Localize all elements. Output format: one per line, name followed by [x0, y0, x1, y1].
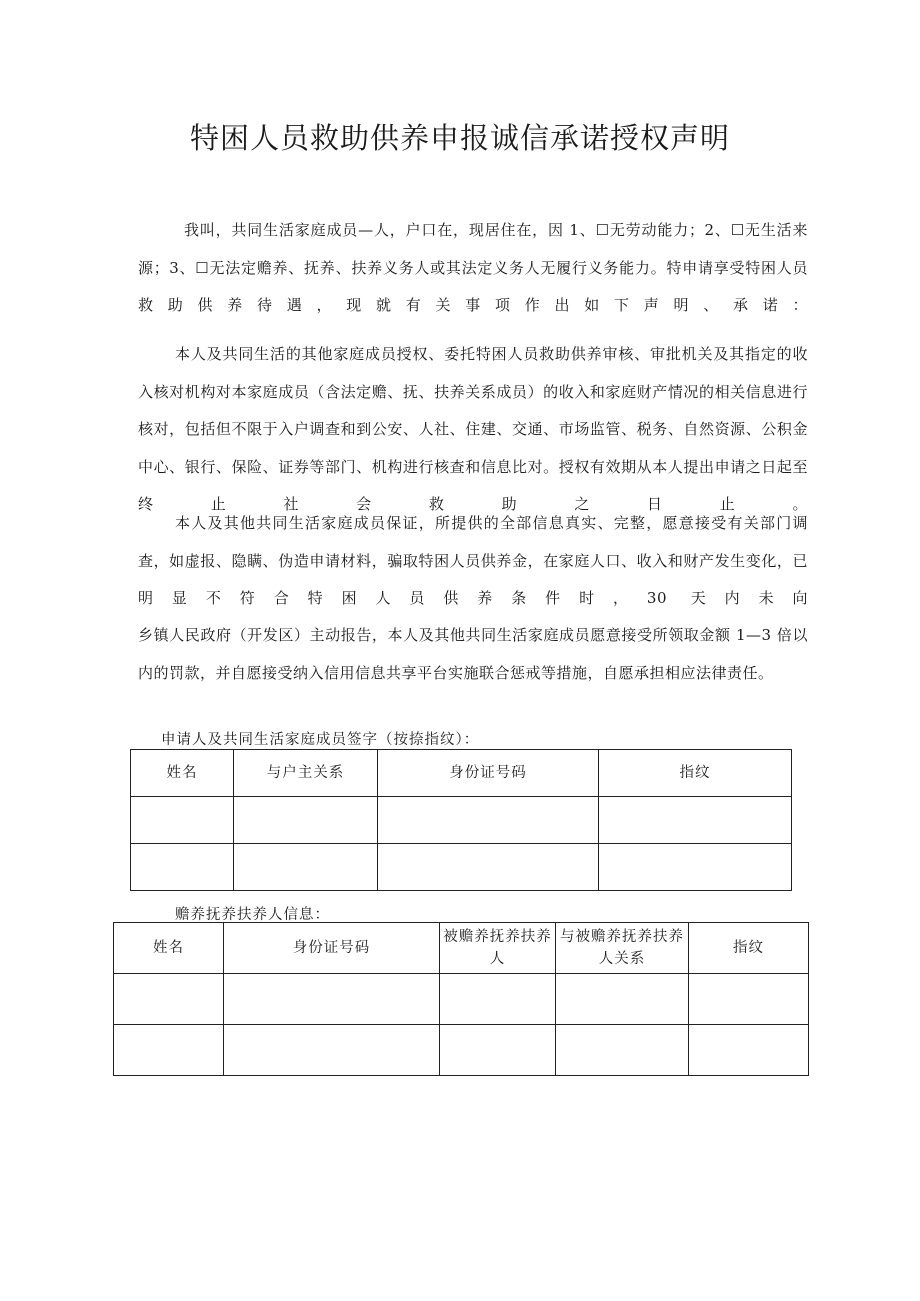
authorization-paragraph: 本人及共同生活的其他家庭成员授权、委托特困人员救助供养审核、审批机关及其指定的收入核对机构对本家庭成员（含法定赡、抚、扶养关系成员）的收入和家庭财产情况的相关信息进行核对，包括但不限于入户调查和到公安、人社、住建、交通、市场监管、税务、自然资源、公积金中心、银行、保险、证券等部门、机构进行核查和信息比对。授权有效期从本人提出申请之日起至终止社会救助之日止。: [138, 345, 808, 513]
declaration-paragraph-1: 我叫，共同生活家庭成员—人，户口在，现居住在，因 1、☐无劳动能力；2、☐无生活来源；3、☐无法定赡养、抚养、扶养义务人或其法定义务人无履行义务能力。特申请享受特困人员救助供养待遇，现就有关事项作出如下声明、承诺：: [138, 221, 808, 314]
table-row: [131, 844, 792, 891]
id-number-cell[interactable]: [224, 974, 440, 1025]
header-relation-to-householder: 与户主关系: [234, 750, 378, 797]
supporter-table-caption: 赡养抚养扶养人信息：: [175, 907, 330, 923]
supported-person-cell[interactable]: [440, 1025, 556, 1076]
header-supported-person: 被赡养抚养扶养人: [440, 923, 556, 974]
relation-cell[interactable]: [234, 797, 378, 844]
name-cell[interactable]: [131, 844, 234, 891]
table-header-row: [114, 923, 809, 974]
header-fingerprint: 指纹: [599, 750, 792, 797]
supporter-info-table: [113, 922, 809, 1076]
header-fingerprint: 指纹: [689, 923, 809, 974]
table-row: [131, 797, 792, 844]
header-name: 姓名: [114, 923, 224, 974]
fingerprint-cell[interactable]: [599, 797, 792, 844]
applicant-signature-table: [130, 749, 792, 891]
header-relation-to-supported-person: 与被赡养抚养扶养人关系: [556, 923, 689, 974]
table-row: [114, 1025, 809, 1076]
fingerprint-cell[interactable]: [689, 1025, 809, 1076]
name-cell[interactable]: [114, 1025, 224, 1076]
id-number-cell[interactable]: [378, 797, 599, 844]
fingerprint-cell[interactable]: [599, 844, 792, 891]
relation-cell[interactable]: [556, 1025, 689, 1076]
liability-paragraph: 乡镇人民政府（开发区）主动报告，本人及其他共同生活家庭成员愿意接受所领取金额 1—3 倍以内的罚款，并自愿接受纳入信用信息共享平台实施联合惩戒等措施，自愿承担相应法律责任。: [138, 626, 808, 682]
relation-cell[interactable]: [556, 974, 689, 1025]
name-cell[interactable]: [131, 797, 234, 844]
id-number-cell[interactable]: [378, 844, 599, 891]
header-id-number: 身份证号码: [224, 923, 440, 974]
relation-cell[interactable]: [234, 844, 378, 891]
guarantee-paragraph: 本人及其他共同生活家庭成员保证，所提供的全部信息真实、完整，愿意接受有关部门调查，如虚报、隐瞒、伪造申请材料，骗取特困人员供养金，在家庭人口、收入和财产发生变化，已明显不符合特困人员供养条件时，30 天内未向: [138, 514, 808, 607]
document-title: 特困人员救助供养申报诚信承诺授权声明: [189, 121, 730, 155]
fingerprint-cell[interactable]: [689, 974, 809, 1025]
name-cell[interactable]: [114, 974, 224, 1025]
applicant-table-caption: 申请人及共同生活家庭成员签字（按捺指纹）：: [161, 732, 480, 748]
supported-person-cell[interactable]: [440, 974, 556, 1025]
header-name: 姓名: [131, 750, 234, 797]
header-id-number: 身份证号码: [378, 750, 599, 797]
table-header-row: [131, 750, 792, 797]
id-number-cell[interactable]: [224, 1025, 440, 1076]
table-row: [114, 974, 809, 1025]
